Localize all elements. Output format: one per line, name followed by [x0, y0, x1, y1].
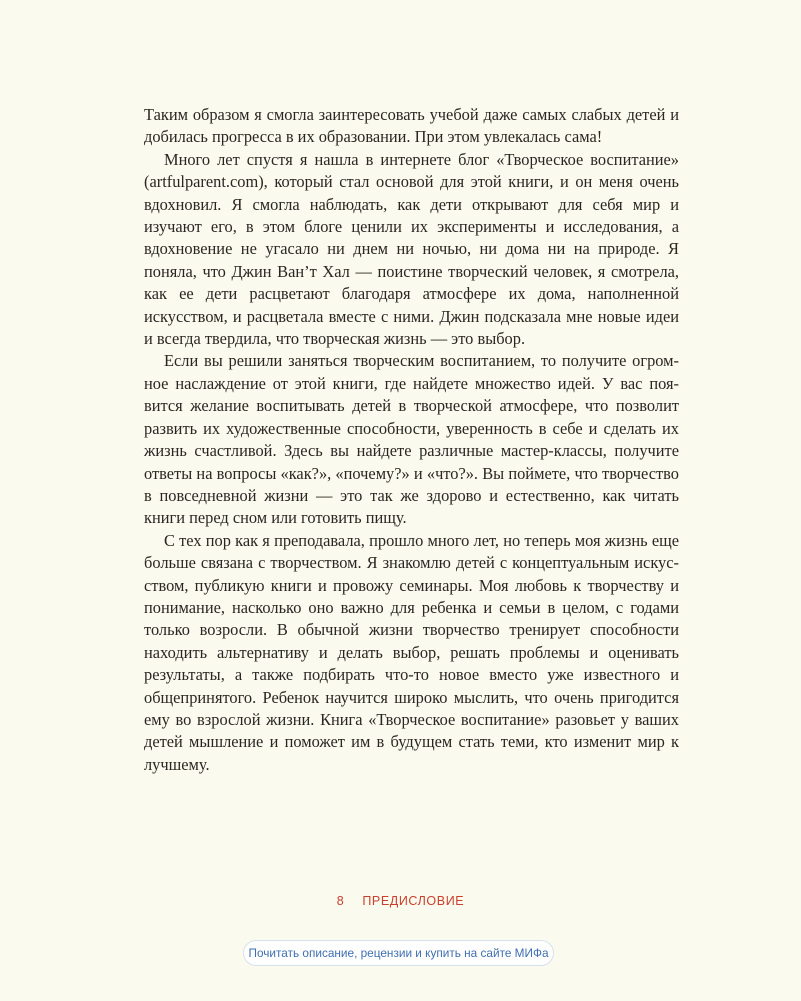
paragraph: Таким образом я смогла заинтересовать учебой даже самых слабых детей и добилась прогресса в их образовании. При этом увлекалась сама! [144, 105, 679, 147]
page-footer [0, 894, 801, 908]
body-text [144, 104, 679, 776]
buy-on-mif-link[interactable] [243, 940, 554, 966]
section-title: ПРЕДИСЛОВИЕ [362, 894, 465, 908]
paragraph: С тех пор как я преподавала, прошло много лет, но теперь моя жизнь еще больше связана с творчеством. Я знакомлю детей с концептуальным искусством, публикую книги и провожу семинары. Моя любовь к творчеству и понимание, насколько оно важно для ребенка и семьи в целом, с годами только возросли. В обычной жизни творчество тренирует способности находить альтернативу и делать выбор, решать проблемы и оценивать результаты, а также подбирать что-то новое вместо уже известного и общепринятого. Ребенок научится широко мыслить, что очень пригодится ему во взрослой жизни. Книга «Творческое воспитание» разовьет у ваших детей мышление и поможет им в будущем стать теми, кто изменит мир к лучшему. [144, 530, 679, 774]
paragraph: Если вы решили заняться творческим воспитанием, то получите огромное наслаждение от этой книги, где найдете множество идей. У вас появится желание воспитывать детей в творческой атмосфере, что позволит развить их художественные способности, уверенность в себе и сделать их жизнь счастливой. Здесь вы найдете различные мастер-классы, получите ответы на вопросы «как?», «почему?» и «что?». Вы поймете, что творчество в повседневной жизни — это так же здорово и естественно, как читать книги перед сном или готовить пищу. [144, 351, 679, 528]
buy-on-mif-link-label: Почитать описание, рецензии и купить на сайте МИФа [248, 946, 549, 960]
page-number: 8 [336, 894, 345, 908]
paragraph: Много лет спустя я нашла в интернете блог «Творческое воспитание» (artfulparent.com), который стал основой для этой книги, и он меня очень вдохновил. Я смогла наблюдать, как дети открывают для себя мир и изучают его, в этом блоге ценили их эксперименты и исследования, а вдохновение не угасало ни днем ни ночью, ни дома ни на природе. Я поняла, что Джин Ван’т Хал — поистине творческий человек, я смотрела, как ее дети расцветают благодаря атмосфере их дома, наполненной искусством, и расцветала вместе с ними. Джин подсказала мне новые идеи и всегда твердила, что творческая жизнь — это выбор. [144, 149, 679, 349]
